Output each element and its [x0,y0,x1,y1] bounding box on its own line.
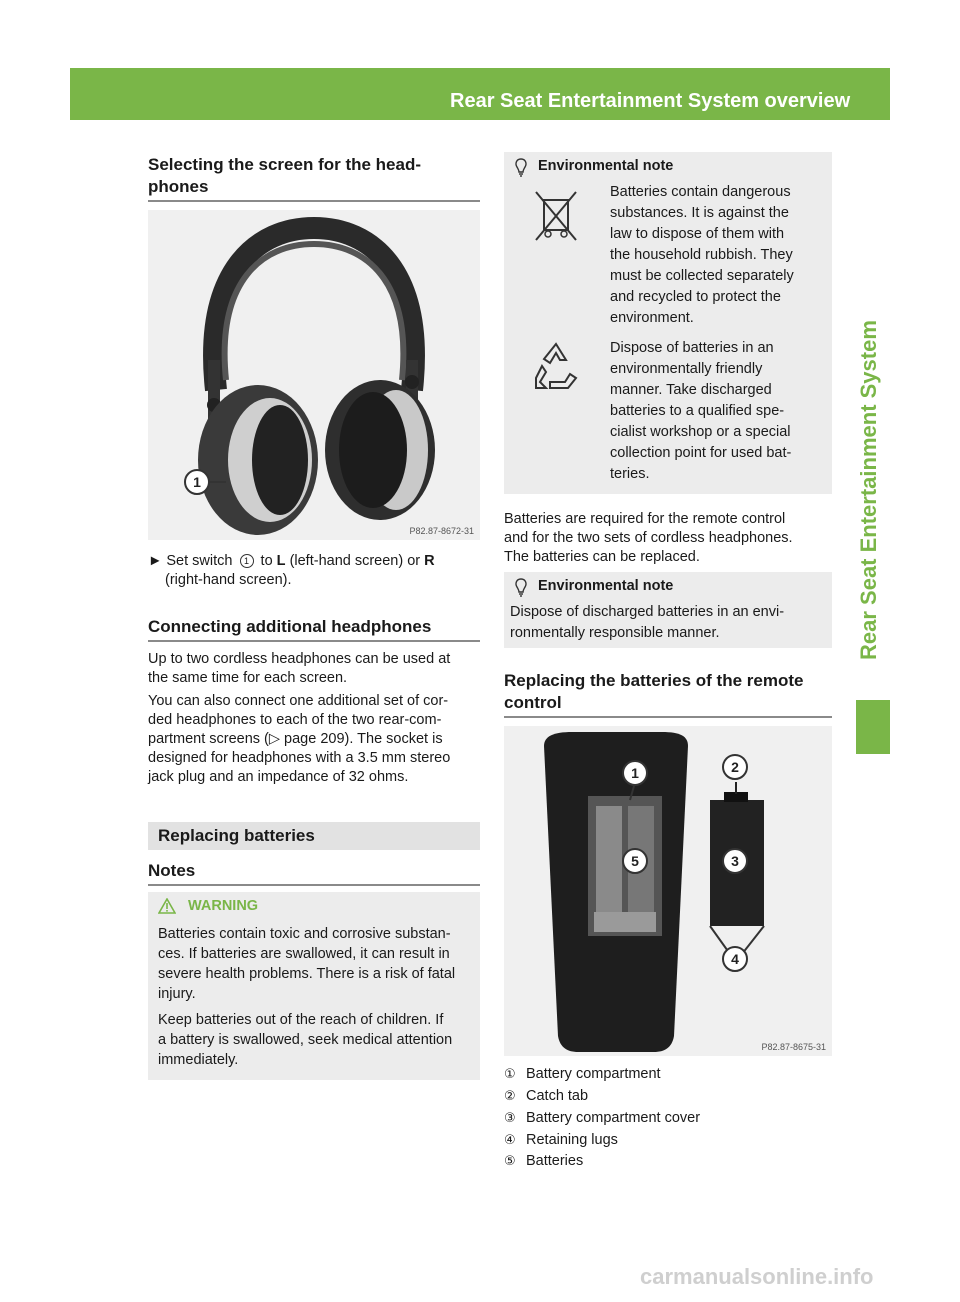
callout-1: 1 [622,760,648,786]
figure-code: P82.87-8675-31 [761,1042,826,1052]
crossed-bin-icon [530,188,582,244]
warning-text: Batteries contain toxic and corrosive substan- ces. If batteries are swallowed, it can result in severe health problems. There is a risk of fatal injury. Keep batteries out of the reach of children. If a battery is swallowed, seek medical attention immediately. [158,926,456,1068]
callout-4: 4 [722,946,748,972]
warning-title: WARNING [188,898,259,914]
header-bar [70,68,942,120]
env-note-title: Environmental note [538,578,674,594]
section-rule [504,716,832,718]
env-note-text: Dispose of discharged batteries in an envi- ronmentally responsible manner. [510,604,785,641]
section-rule [148,200,480,202]
callout-1: 1 [184,469,210,495]
batteries-paragraph: Batteries are required for the remote control and for the two sets of cordless headphones. The batteries can be replaced. [504,511,793,565]
figure-code: P82.87-8672-31 [409,526,474,536]
headphones-figure [148,210,480,540]
env-note-title: Environmental note [538,158,674,174]
callout-3: 3 [722,848,748,874]
step-arrow-icon: ► [148,553,163,569]
section-rule [148,640,480,642]
callout-5: 5 [622,848,648,874]
env-note-text-2: Dispose of batteries in an environmentally friendly manner. Take discharged batteries to a qualified spe- cialist workshop or a special collection point for used bat- teries. [610,340,792,482]
step-set-switch: ► Set switch 1 to L (left-hand screen) or R (right-hand screen). [148,553,435,588]
callout-2: 2 [722,754,748,780]
subsection-title: Replacing batteries [148,822,480,850]
section-rule [148,884,480,886]
legend-item: ② Catch tab [504,1088,589,1104]
warning-triangle-icon [158,898,176,914]
page-number: 215 [910,90,942,111]
connecting-paragraph: Up to two cordless headphones can be used at the same time for each screen. You can also connect one additional set of cor- ded headphones to each of the two rear-com- partment screens (▷ page 209). The socket is designed for headphones with a 3.5 mm stereo jack plug and an impedance of 32 ohms. [148,651,451,785]
environmental-note-box-1 [504,152,832,494]
section-title-screen-select: Selecting the screen for the head- phones [148,155,422,196]
legend-item: ③ Battery compartment cover [504,1110,701,1126]
legend-item: ⑤ Batteries [504,1153,584,1169]
header-separator [900,68,903,120]
bulb-icon [514,578,528,598]
bulb-icon [514,158,528,178]
section-title-connecting: Connecting additional headphones [148,617,432,636]
warning-box [148,892,480,1080]
env-note-text-1: Batteries contain dangerous substances. It is against the law to dispose of them with the household rubbish. They must be collected separately and recycled to protect the environment. [610,184,794,326]
notes-title: Notes [148,861,196,880]
header-title: Rear Seat Entertainment System overview [450,90,851,112]
environmental-note-box-2 [504,572,832,648]
remote-control-figure [504,726,832,1056]
watermark: carmanualsonline.info [640,1264,874,1289]
legend-item: ④ Retaining lugs [504,1132,618,1148]
legend-item: ① Battery compartment [504,1066,661,1082]
section-title-remote-batteries: Replacing the batteries of the remote control [504,671,804,712]
remote-control-illustration [504,726,832,1056]
side-tab-box [856,700,890,754]
recycle-icon [528,338,584,394]
step-callout: 1 [240,554,254,568]
